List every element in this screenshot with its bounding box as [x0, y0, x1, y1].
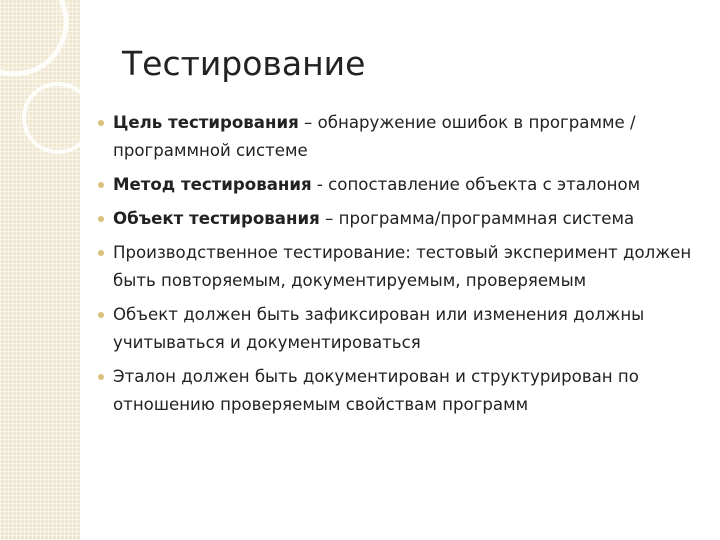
bullet-item-production-testing — [113, 239, 698, 295]
bullet-item-goal — [113, 109, 698, 165]
bullet-text: – обнаружение ошибок в программе /программной системе — [113, 113, 636, 160]
slide-title: Тестирование — [122, 44, 366, 83]
bullet-dot-icon — [98, 120, 104, 126]
bullet-dot-icon — [98, 374, 104, 380]
bullet-list — [113, 109, 698, 425]
bullet-item-method — [113, 171, 698, 199]
bullet-text: Производственное тестирование: тестовый эксперимент должен быть повторяемым, документируемым, проверяемым — [113, 243, 692, 290]
bullet-item-object — [113, 205, 698, 233]
bullet-dot-icon — [98, 182, 104, 188]
bullet-text: - сопоставление объекта с эталоном — [311, 175, 641, 194]
decorative-circles — [0, 0, 80, 160]
bullet-term: Цель тестирования — [113, 113, 299, 132]
bullet-text: – программа/программная система — [319, 209, 635, 228]
bullet-dot-icon — [98, 216, 104, 222]
bullet-dot-icon — [98, 312, 104, 318]
bullet-text: Объект должен быть зафиксирован или изменения должны учитываться и документироваться — [113, 305, 645, 352]
bullet-term: Метод тестирования — [113, 175, 312, 194]
bullet-term: Объект тестирования — [113, 209, 320, 228]
bullet-text: Эталон должен быть документирован и структурирован по отношению проверяемым свойствам программ — [113, 367, 639, 414]
bullet-dot-icon — [98, 250, 104, 256]
bullet-item-reference — [113, 363, 698, 419]
bullet-item-object-fixed — [113, 301, 698, 357]
